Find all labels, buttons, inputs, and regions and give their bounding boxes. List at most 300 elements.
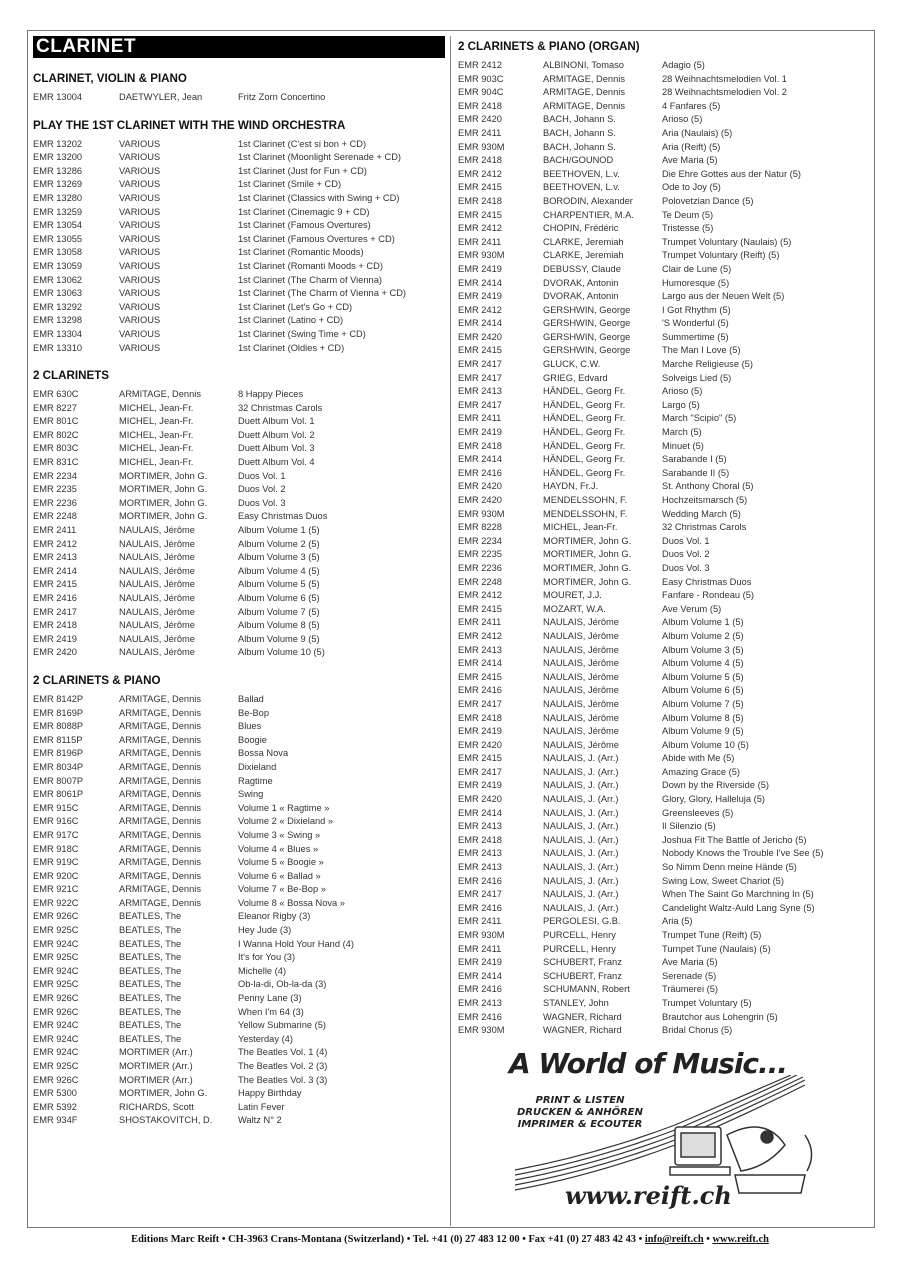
catalog-number: EMR 2412 (33, 538, 77, 549)
catalog-number: EMR 13280 (33, 192, 83, 203)
title: Largo aus der Neuen Welt (5) (662, 291, 785, 302)
composer: BEATLES, The (119, 925, 182, 936)
title: Solveigs Lied (5) (662, 372, 732, 383)
title: Hochzeitsmarsch (5) (662, 495, 748, 505)
catalog-row (458, 1011, 868, 1025)
title: Ave Maria (5) (662, 957, 718, 968)
composer: BEATLES, The (119, 938, 182, 949)
left-column (33, 36, 445, 1128)
title: Candelight Waltz-Auld Lang Syne (5) (662, 902, 815, 913)
title: Aria (5) (662, 916, 693, 927)
catalog-row (458, 222, 868, 236)
composer: MORTIMER, John G. (119, 511, 208, 522)
catalog-row (33, 578, 445, 592)
catalog-number: EMR 5392 (33, 1101, 77, 1112)
catalog-number: EMR 2412 (458, 60, 502, 70)
composer: ARMITAGE, Dennis (119, 884, 201, 895)
composer: ARMITAGE, Dennis (119, 693, 201, 704)
composer: PERGOLESI, G.B. (543, 916, 621, 927)
catalog-number: EMR 803C (33, 443, 79, 454)
composer: NAULAIS, J. (Arr.) (543, 807, 619, 818)
title: Duett Album Vol. 3 (238, 443, 315, 454)
composer: HÄNDEL, Georg Fr. (543, 413, 626, 424)
section-header (33, 119, 445, 138)
catalog-number: EMR 2413 (33, 552, 77, 563)
catalog-number: EMR 921C (33, 884, 79, 895)
catalog-row (458, 209, 868, 223)
catalog-number: EMR 802C (33, 429, 79, 440)
catalog-number: EMR 13062 (33, 274, 83, 285)
composer: ARMITAGE, Dennis (543, 87, 625, 98)
composer: ARMITAGE, Dennis (119, 857, 201, 868)
title: Trumpet Voluntary (5) (662, 997, 752, 1008)
catalog-number: EMR 917C (33, 829, 79, 840)
catalog-number: EMR 801C (33, 416, 79, 427)
composer: ARMITAGE, Dennis (119, 775, 201, 786)
title: Hey Jude (3) (238, 925, 292, 936)
composer: MORTIMER, John G. (543, 576, 632, 587)
composer: NAULAIS, J. (Arr.) (543, 821, 619, 832)
catalog-row (458, 263, 868, 277)
composer: NAULAIS, J. (Arr.) (543, 889, 619, 900)
composer: ARMITAGE, Dennis (543, 73, 625, 84)
catalog-number: EMR 5300 (33, 1088, 77, 1099)
catalog-row (458, 997, 868, 1011)
catalog-row (33, 551, 445, 565)
catalog-number: EMR 920C (33, 870, 79, 881)
title: Duos Vol. 3 (238, 497, 286, 508)
catalog-row (33, 1114, 445, 1128)
catalog-row (33, 720, 445, 734)
catalog-number: EMR 13292 (33, 301, 83, 312)
catalog-number: EMR 2413 (458, 644, 502, 655)
title: Wedding March (5) (662, 508, 741, 519)
catalog-row (33, 951, 445, 965)
catalog-number: EMR 926C (33, 1006, 79, 1017)
catalog-number: EMR 8196P (33, 748, 84, 759)
catalog-number: EMR 925C (33, 1061, 79, 1071)
title: Album Volume 9 (5) (238, 633, 320, 644)
catalog-number: EMR 930M (458, 508, 505, 519)
footer-email-link[interactable]: info@reift.ch (644, 1234, 704, 1245)
catalog-number: EMR 924C (33, 1020, 79, 1031)
title: Volume 2 « Dixieland » (238, 816, 334, 827)
title: 1st Clarinet (Just for Fun + CD) (238, 165, 367, 176)
catalog-row (33, 938, 445, 952)
composer: NAULAIS, Jérôme (119, 538, 195, 549)
title: Duos Vol. 2 (662, 549, 710, 560)
catalog-number: EMR 2414 (458, 970, 502, 981)
catalog-row (458, 86, 868, 100)
catalog-number: EMR 2417 (458, 359, 502, 370)
footer-web-link[interactable]: www.reift.ch (712, 1234, 769, 1245)
composer: BACH, Johann S. (543, 141, 616, 152)
title: Latin Fever (238, 1101, 285, 1112)
title: Volume 4 « Blues » (238, 843, 319, 854)
title: Te Deum (5) (662, 209, 714, 220)
catalog-number: EMR 13202 (33, 138, 83, 149)
composer: MORTIMER, John G. (543, 549, 632, 560)
catalog-number: EMR 2414 (33, 565, 77, 576)
title: Turnpet Tune (Naulais) (5) (662, 943, 771, 954)
catalog-number: EMR 2412 (458, 168, 502, 179)
composer: NAULAIS, Jérôme (543, 658, 619, 669)
composer: NAULAIS, Jérôme (119, 647, 195, 658)
catalog-row (458, 684, 868, 698)
composer: NAULAIS, J. (Arr.) (543, 766, 619, 777)
advertisement (505, 1045, 835, 1215)
composer: BEETHOVEN, L.v. (543, 182, 620, 193)
title: Michelle (4) (238, 965, 287, 976)
composer: VARIOUS (119, 220, 161, 231)
composer: ARMITAGE, Dennis (119, 789, 201, 800)
catalog-number: EMR 2415 (458, 753, 502, 764)
catalog-row (33, 592, 445, 606)
title: Dixieland (238, 761, 277, 772)
catalog-number: EMR 2418 (458, 100, 502, 111)
catalog-row (458, 1024, 868, 1038)
title: The Man I Love (5) (662, 345, 741, 356)
catalog-row (33, 693, 445, 707)
catalog-row (33, 274, 445, 288)
catalog-number: EMR 2413 (458, 386, 502, 397)
composer: CHOPIN, Frédéric (543, 223, 619, 234)
catalog-number: EMR 924C (33, 1047, 79, 1058)
catalog-number: EMR 2415 (458, 345, 502, 356)
composer: DAETWYLER, Jean (119, 92, 203, 102)
catalog-number: EMR 2417 (458, 372, 502, 383)
catalog-row (33, 483, 445, 497)
catalog-number: EMR 831C (33, 457, 79, 468)
title: Album Volume 6 (5) (238, 593, 320, 603)
catalog-row (458, 508, 868, 522)
title: 28 Weihnachtsmelodien Vol. 1 (662, 73, 787, 84)
page-banner: CLARINET (33, 36, 445, 58)
title: 32 Christmas Carols (662, 522, 747, 533)
composer: NAULAIS, J. (Arr.) (543, 848, 619, 859)
catalog-row (458, 861, 868, 875)
title: The Beatles Vol. 1 (4) (238, 1047, 328, 1058)
section-title: 2 CLARINETS & PIANO (33, 673, 161, 687)
title: 'S Wonderful (5) (662, 318, 729, 329)
composer: NAULAIS, Jérôme (543, 671, 619, 682)
catalog-row (458, 304, 868, 318)
catalog-row (33, 1019, 445, 1033)
title: Summertime (5) (662, 331, 729, 342)
catalog-row (458, 317, 868, 331)
title: Clair de Lune (5) (662, 263, 732, 274)
title: Tristesse (5) (662, 223, 714, 234)
composer: ARMITAGE, Dennis (119, 761, 201, 772)
composer: ARMITAGE, Dennis (119, 870, 201, 881)
catalog-row (458, 195, 868, 209)
catalog-row (33, 924, 445, 938)
title: Bossa Nova (238, 748, 289, 759)
title: Yellow Submarine (5) (238, 1020, 327, 1031)
title: Trumpet Tune (Reift) (5) (662, 930, 762, 940)
title: 1st Clarinet (Let's Go + CD) (238, 301, 353, 312)
catalog-row (33, 843, 445, 857)
catalog-number: EMR 2413 (458, 997, 502, 1008)
catalog-row (33, 897, 445, 911)
title: Volume 8 « Bossa Nova » (238, 897, 345, 908)
composer: HÄNDEL, Georg Fr. (543, 467, 626, 478)
composer: MORTIMER, John G. (119, 1088, 208, 1099)
catalog-row (33, 646, 445, 660)
catalog-row (33, 1101, 445, 1115)
catalog-row (458, 929, 868, 943)
composer: VARIOUS (119, 260, 161, 271)
composer: DEBUSSY, Claude (543, 263, 621, 274)
composer: RICHARDS, Scott (119, 1101, 194, 1112)
catalog-number: EMR 924C (33, 938, 79, 949)
title: 1st Clarinet (Cinemagic 9 + CD) (238, 206, 370, 217)
catalog-row (33, 761, 445, 775)
catalog-number: EMR 2415 (458, 671, 502, 682)
composer: DVORAK, Antonin (543, 291, 619, 302)
catalog-row (33, 1046, 445, 1060)
catalog-number: EMR 2412 (458, 630, 502, 641)
title: Glory, Glory, Halleluja (5) (662, 794, 765, 805)
title: 1st Clarinet (Famous Overtures + CD) (238, 233, 395, 244)
ad-title: A World of Music... (509, 1047, 787, 1080)
catalog-row (33, 497, 445, 511)
catalog-number: EMR 2411 (458, 943, 502, 954)
composer: NAULAIS, Jérôme (119, 633, 195, 644)
section-header (33, 674, 445, 693)
composer: MICHEL, Jean-Fr. (119, 402, 194, 413)
catalog-row (458, 712, 868, 726)
composer: VARIOUS (119, 152, 161, 163)
catalog-number: EMR 2416 (458, 984, 502, 995)
title: Album Volume 10 (5) (662, 739, 749, 750)
composer: ARMITAGE, Dennis (119, 389, 201, 400)
composer: MORTIMER (Arr.) (119, 1074, 193, 1085)
catalog-number: EMR 2413 (458, 862, 502, 873)
composer: ARMITAGE, Dennis (119, 721, 201, 732)
title: Adagio (5) (662, 60, 705, 70)
catalog-row (458, 168, 868, 182)
composer: ARMITAGE, Dennis (543, 100, 625, 111)
composer: VARIOUS (119, 192, 161, 203)
catalog-number: EMR 2412 (458, 590, 502, 601)
title: 1st Clarinet (The Charm of Vienna + CD) (238, 288, 407, 299)
catalog-number: EMR 2416 (458, 685, 502, 696)
catalog-row (458, 127, 868, 141)
catalog-row (458, 698, 868, 712)
catalog-number: EMR 2411 (458, 413, 502, 424)
catalog-number: EMR 2235 (458, 549, 502, 560)
catalog-number: EMR 13055 (33, 233, 83, 244)
composer: BEATLES, The (119, 1006, 182, 1017)
catalog-number: EMR 2420 (458, 114, 502, 125)
catalog-row (33, 314, 445, 328)
catalog-row (458, 440, 868, 454)
catalog-row (33, 301, 445, 315)
catalog-row (33, 260, 445, 274)
catalog-number: EMR 8007P (33, 775, 84, 786)
catalog-row (33, 747, 445, 761)
composer: HÄNDEL, Georg Fr. (543, 454, 626, 465)
catalog-number: EMR 2420 (458, 481, 502, 492)
title: Duos Vol. 2 (238, 484, 286, 495)
title: The Beatles Vol. 2 (3) (238, 1061, 328, 1071)
title: Greensleeves (5) (662, 807, 734, 818)
catalog-number: EMR 930M (458, 930, 505, 940)
right-column (458, 36, 868, 1038)
catalog-row (458, 956, 868, 970)
title: March "Scipio" (5) (662, 413, 737, 424)
title: Duos Vol. 1 (662, 535, 710, 546)
composer: BEATLES, The (119, 1033, 182, 1044)
composer: HAYDN, Fr.J. (543, 481, 599, 492)
catalog-row (33, 246, 445, 260)
catalog-number: EMR 2418 (458, 834, 502, 845)
catalog-number: EMR 8169P (33, 707, 84, 718)
catalog-number: EMR 2420 (458, 495, 502, 505)
catalog-number: EMR 904C (458, 87, 504, 98)
catalog-number: EMR 2416 (458, 1011, 502, 1022)
title: Ode to Joy (5) (662, 182, 721, 193)
title: Album Volume 1 (5) (662, 617, 744, 628)
composer: STANLEY, John (543, 997, 609, 1008)
title: Aria (Reift) (5) (662, 141, 721, 152)
footer-separator: • (703, 1234, 713, 1245)
composer: SHOSTAKOVITCH, D. (119, 1115, 213, 1126)
catalog-number: EMR 915C (33, 802, 79, 813)
catalog-number: EMR 2416 (458, 467, 502, 478)
catalog-number: EMR 2414 (458, 658, 502, 669)
composer: HÄNDEL, Georg Fr. (543, 440, 626, 451)
title: Duett Album Vol. 1 (238, 416, 315, 427)
catalog-number: EMR 2418 (33, 620, 77, 631)
composer: BACH, Johann S. (543, 127, 616, 138)
title: Ave Maria (5) (662, 155, 718, 166)
ad-line-print: PRINT & LISTEN (535, 1095, 625, 1106)
composer: GERSHWIN, George (543, 331, 631, 342)
catalog-number: EMR 2419 (458, 263, 502, 274)
catalog-number: EMR 13058 (33, 247, 83, 258)
composer: NAULAIS, Jérôme (119, 606, 195, 617)
catalog-number: EMR 2417 (33, 606, 77, 617)
catalog-row (33, 1060, 445, 1074)
composer: GRIEG, Edvard (543, 372, 608, 383)
catalog-row (33, 342, 445, 356)
title: 1st Clarinet (Famous Overtures) (238, 220, 371, 231)
catalog-row (33, 883, 445, 897)
composer: VARIOUS (119, 165, 161, 176)
composer: NAULAIS, J. (Arr.) (543, 794, 619, 805)
catalog-number: EMR 8061P (33, 789, 84, 800)
catalog-row (33, 619, 445, 633)
title: Die Ehre Gottes aus der Natur (5) (662, 168, 801, 179)
catalog-row (458, 59, 868, 73)
catalog-number: EMR 2419 (33, 633, 77, 644)
composer: VARIOUS (119, 179, 161, 190)
composer: ARMITAGE, Dennis (119, 897, 201, 908)
catalog-row (458, 739, 868, 753)
catalog-row (33, 775, 445, 789)
catalog-row (33, 992, 445, 1006)
catalog-number: EMR 8088P (33, 721, 84, 732)
composer: VARIOUS (119, 301, 161, 312)
title: Minuet (5) (662, 440, 704, 451)
catalog-row (33, 91, 445, 105)
catalog-number: EMR 922C (33, 897, 79, 908)
catalog-row (33, 707, 445, 721)
title: Duett Album Vol. 4 (238, 457, 315, 468)
catalog-row (458, 399, 868, 413)
title: Album Volume 5 (5) (238, 579, 320, 590)
title: When The Saint Go Marchning In (5) (662, 889, 814, 900)
title: Volume 5 « Boogie » (238, 857, 324, 868)
title: Ob-la-di, Ob-la-da (3) (238, 979, 327, 990)
catalog-number: EMR 2419 (458, 427, 502, 438)
music-computer-illustration (505, 1075, 835, 1195)
title: Album Volume 9 (5) (662, 726, 744, 737)
catalog-row (33, 456, 445, 470)
composer: NAULAIS, Jérôme (119, 565, 195, 576)
catalog-number: EMR 930M (458, 141, 505, 152)
composer: NAULAIS, J. (Arr.) (543, 902, 619, 913)
section-header (33, 72, 445, 91)
title: 8 Happy Pieces (238, 389, 304, 400)
composer: MICHEL, Jean-Fr. (119, 457, 194, 468)
title: Album Volume 4 (5) (662, 658, 744, 669)
composer: ALBINONI, Tomaso (543, 60, 624, 70)
title: 32 Christmas Carols (238, 402, 323, 413)
title: Album Volume 5 (5) (662, 671, 744, 682)
catalog-row (33, 538, 445, 552)
title: Duos Vol. 1 (238, 470, 286, 481)
composer: MICHEL, Jean-Fr. (543, 522, 618, 533)
title: The Beatles Vol. 3 (3) (238, 1074, 328, 1085)
composer: ARMITAGE, Dennis (119, 734, 201, 745)
title: 1st Clarinet (Moonlight Serenade + CD) (238, 152, 402, 163)
catalog-number: EMR 2411 (458, 236, 502, 247)
catalog-row (458, 820, 868, 834)
catalog-row (33, 910, 445, 924)
composer: SCHUBERT, Franz (543, 970, 622, 981)
catalog-row (458, 141, 868, 155)
ad-website[interactable]: www.reift.ch (565, 1181, 732, 1210)
catalog-number: EMR 8228 (458, 522, 502, 533)
catalog-row (458, 943, 868, 957)
title: March (5) (662, 427, 702, 438)
catalog-number: EMR 2413 (458, 821, 502, 832)
catalog-number: EMR 925C (33, 925, 79, 936)
catalog-number: EMR 2236 (458, 562, 502, 573)
catalog-number: EMR 2418 (458, 195, 502, 206)
catalog-row (33, 815, 445, 829)
catalog-number: EMR 630C (33, 389, 79, 400)
catalog-number: EMR 13063 (33, 288, 83, 299)
section-title: CLARINET, VIOLIN & PIANO (33, 72, 187, 85)
catalog-row (458, 236, 868, 250)
catalog-number: EMR 2415 (458, 209, 502, 220)
catalog-number: EMR 926C (33, 911, 79, 922)
composer: PURCELL, Henry (543, 943, 616, 954)
title: Largo (5) (662, 399, 700, 410)
composer: NAULAIS, Jérôme (543, 739, 619, 750)
composer: GERSHWIN, George (543, 304, 631, 315)
composer: MORTIMER, John G. (119, 470, 208, 481)
catalog-number: EMR 918C (33, 843, 79, 854)
right-catalog (458, 36, 868, 1038)
catalog-number: EMR 2419 (458, 726, 502, 737)
catalog-number: EMR 2411 (458, 127, 502, 138)
catalog-number: EMR 916C (33, 816, 79, 827)
